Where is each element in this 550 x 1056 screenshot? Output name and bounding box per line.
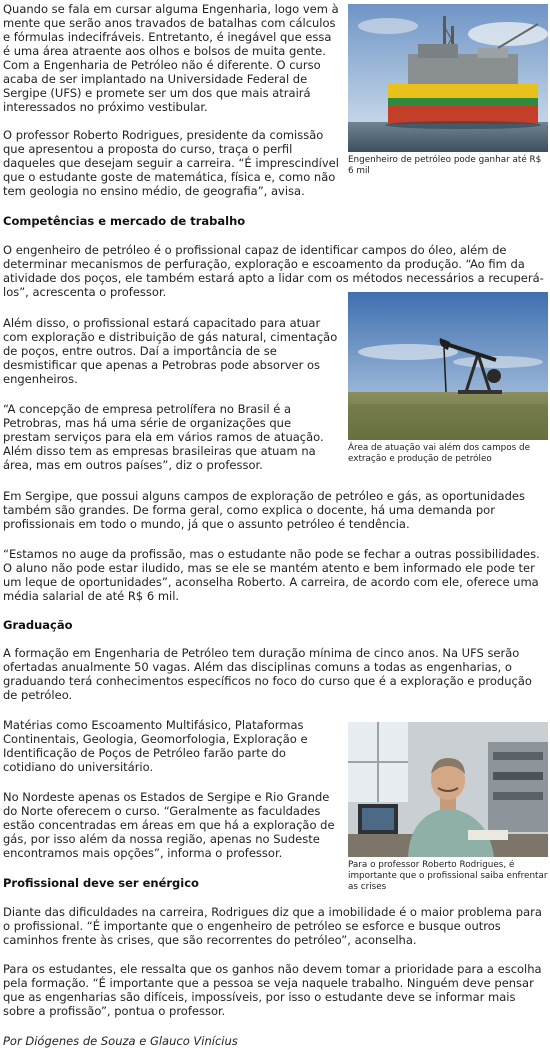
paragraph-materias: Matérias como Escoamento Multifásico, Plataformas Continentais, Geologia, Geomorfologia, Exploração e Identificação de Poços de Petróleo farão parte do cotidiano do universitário. — [3, 718, 308, 774]
paragraph-formacao: A formação em Engenharia de Petróleo tem duração mínima de cinco anos. Na UFS serão ofertadas anualmente 50 vagas. Além das disciplinas comuns a todas as engenharias, o graduando terá conhecimentos específicos no foco do curso que é a exploração e produção de petróleo. — [3, 646, 532, 702]
pumpjack-caption: Área de atuação vai além dos campos de extração e produção de petróleo — [348, 443, 530, 464]
heading-graduacao: Graduação — [3, 618, 73, 632]
paragraph-auge: “Estamos no auge da profissão, mas o estudante não pode se fechar a outras possibilidades. O aluno não pode estar iludido, mas se ele se mantém atento e bem informado ele pode ter um leque de oportunidades”, aconselha Roberto. A carreira, de acordo com ele, oferece uma média salarial de até R$ 6 mil. — [3, 547, 540, 603]
paragraph-petrobras-quote: “A concepção de empresa petrolífera no Brasil é a Petrobras, mas há uma série de organizações que prestam serviços para ela em vários ramos de atuação. Além disso tem as empresas brasileiras que atuam na área, mas em outros países”, diz o professor. — [3, 402, 324, 472]
paragraph-intro: Quando se fala em cursar alguma Engenharia, logo vem à mente que serão anos travados de batalhas com cálculos e fórmulas indecifráveis. Entretanto, é inegável que essa é uma área atraente aos olhos e bolsos de muita gente. Com a Engenharia de Petróleo não é diferente. O curso acaba de ser implantado na Universidade Federal de Sergipe (UFS) e promete ser um dos que mais atrairá interessados no próximo vestibular. — [3, 2, 339, 114]
oil-platform-photo — [348, 4, 548, 152]
platform-caption: Engenheiro de petróleo pode ganhar até R$ 6 mil — [348, 155, 542, 176]
paragraph-estudantes: Para os estudantes, ele ressalta que os ganhos não devem tomar a prioridade para a escolha pela formação. “É importante que a pessoa se veja naquele trabalho. Ninguém deve pensar que as engenharias são difíceis, impossíveis, por isso o estudante deve se informar mais sobre a profissão”, pontua o professor. — [3, 962, 542, 1018]
professor-photo — [348, 722, 548, 857]
figure-pumpjack — [348, 292, 548, 465]
paragraph-dificuldades: Diante das dificuldades na carreira, Rodrigues diz que a imobilidade é o maior problema para o profissional. “É importante que o engenheiro de petróleo se esforce e busque outros caminhos frente às crises, que são recorrentes do petróleo”, aconselha. — [3, 905, 542, 947]
paragraph-profile: O professor Roberto Rodrigues, presidente da comissão que apresentou a proposta do curso, traça o perfil daqueles que desejam seguir a carreira. “É imprescindível que o estudante goste de matemática, física e, como não tem geologia no ensino médio, de geografia”, avisa. — [3, 128, 339, 198]
paragraph-engineer: O engenheiro de petróleo é o profissional capaz de identificar campos do óleo, além de determinar mecanismos de perfuração, exploração e escoamento da produção. “Ao fim da atividade dos poços, ele também estará apto a lidar com os métodos necessários a recuperá-los”, acrescenta o professor. — [3, 243, 544, 299]
heading-competencias: Competências e mercado de trabalho — [3, 214, 246, 228]
professor-caption: Para o professor Roberto Rodrigues, é importante que o profissional saiba enfrentar as crises — [348, 860, 548, 892]
paragraph-sergipe: Em Sergipe, que possui alguns campos de exploração de petróleo e gás, as oportunidades também são grandes. De forma geral, como explica o docente, há uma demanda por profissionais em todo o mundo, já que o assunto petróleo é tendência. — [3, 489, 525, 531]
paragraph-nordeste: No Nordeste apenas os Estados de Sergipe e Rio Grande do Norte oferecem o curso. “Geralmente as faculdades estão concentradas em áreas em que há a exploração de gás, por isso além da nossa região, apenas no Sudeste encontramos mais opções”, informa o professor. — [3, 790, 335, 860]
byline: Por Diógenes de Souza e Glauco Vinícius — [3, 1034, 238, 1048]
figure-professor — [348, 722, 548, 893]
pumpjack-photo — [348, 292, 548, 440]
heading-profissional: Profissional deve ser enérgico — [3, 876, 199, 890]
figure-oil-platform — [348, 4, 548, 177]
paragraph-capabilities: Além disso, o profissional estará capacitado para atuar com exploração e distribuição de gás natural, cimentação de poços, entre outros. Daí a importância de se desmistificar que apenas a Petrobras pode absorver os engenheiros. — [3, 316, 338, 386]
